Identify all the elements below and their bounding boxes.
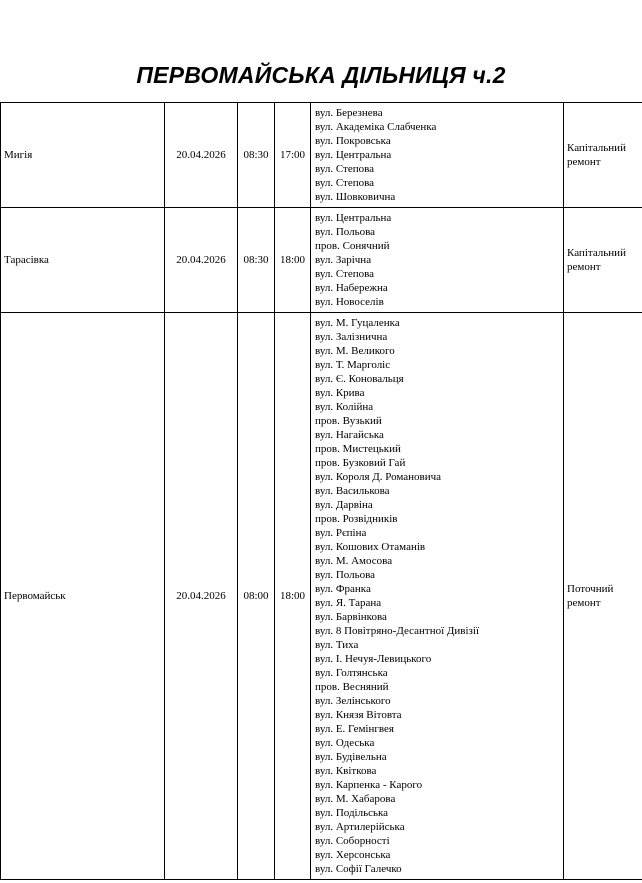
- street-item: вул. Будівельна: [315, 751, 387, 763]
- street-item: пров. Мистецький: [315, 443, 401, 455]
- work-type-line: Капітальний: [567, 142, 626, 154]
- start-time-cell: 08:30: [238, 208, 275, 313]
- street-item: вул. Степова: [315, 177, 375, 189]
- work-type-line: ремонт: [567, 156, 601, 168]
- work-type-cell: [564, 313, 642, 880]
- street-item: вул. Центральна: [315, 212, 392, 224]
- street-item: пров. Вузький: [315, 415, 382, 427]
- locality-cell: Мигія: [1, 103, 165, 208]
- street-item: вул. Кошових Отаманів: [315, 541, 426, 553]
- street-item: вул. Степова: [315, 268, 375, 280]
- streets-cell: [311, 313, 564, 880]
- streets-cell: [311, 103, 564, 208]
- street-item: вул. Херсонська: [315, 849, 391, 861]
- street-item: вул. 8 Повітряно-Десантної Дивізії: [315, 625, 479, 637]
- street-item: вул. Дарвіна: [315, 499, 373, 511]
- page-title: ПЕРВОМАЙСЬКА ДІЛЬНИЦЯ ч.2: [136, 62, 506, 88]
- street-item: вул. Тиха: [315, 639, 359, 651]
- street-item: вул. Подільська: [315, 807, 389, 819]
- street-item: пров. Розвідників: [315, 513, 398, 525]
- start-time-cell: 08:00: [238, 313, 275, 880]
- locality-cell: Первомайськ: [1, 313, 165, 880]
- street-item: вул. Барвінкова: [315, 611, 387, 623]
- street-item: вул. Зарічна: [315, 254, 372, 266]
- street-item: вул. Короля Д. Романовича: [315, 471, 442, 483]
- street-item: вул. Нагайська: [315, 429, 384, 441]
- date-cell: 20.04.2026: [165, 313, 238, 880]
- street-item: вул. Крива: [315, 387, 365, 399]
- street-item: вул. Польова: [315, 569, 376, 581]
- street-item: вул. Соборності: [315, 835, 390, 847]
- streets-cell: [311, 208, 564, 313]
- street-item: вул. Академіка Слабченка: [315, 121, 437, 133]
- street-item: вул. М. Великого: [315, 345, 395, 357]
- street-item: вул. Новоселів: [315, 296, 384, 308]
- street-item: вул. Польова: [315, 226, 376, 238]
- street-item: вул. М. Амосова: [315, 555, 393, 567]
- end-time-cell: 18:00: [275, 313, 311, 880]
- date-cell: 20.04.2026: [165, 103, 238, 208]
- schedule-rows: [1, 103, 642, 880]
- street-item: вул. М. Гуцаленка: [315, 317, 400, 329]
- work-type-cell: [564, 103, 642, 208]
- table-row: [1, 313, 642, 880]
- street-item: вул. Карпенка - Карого: [315, 779, 423, 791]
- street-item: вул. Квіткова: [315, 765, 377, 777]
- street-item: вул. Рєпіна: [315, 527, 367, 539]
- street-item: вул. Березнева: [315, 107, 383, 119]
- street-item: вул. Набережна: [315, 282, 388, 294]
- street-item: вул. Е. Гемінгвея: [315, 723, 394, 735]
- street-item: вул. І. Нечуя-Левицького: [315, 653, 432, 665]
- street-item: вул. Василькова: [315, 485, 390, 497]
- work-type-line: Поточний: [567, 583, 614, 595]
- end-time-cell: 17:00: [275, 103, 311, 208]
- street-item: вул. Покровська: [315, 135, 391, 147]
- street-item: вул. Одеська: [315, 737, 375, 749]
- table-row: [1, 103, 642, 208]
- street-item: пров. Бузковий Гай: [315, 457, 406, 469]
- street-item: вул. Софії Галечко: [315, 863, 402, 875]
- work-type-line: ремонт: [567, 597, 601, 609]
- start-time-cell: 08:30: [238, 103, 275, 208]
- street-item: вул. Залізнична: [315, 331, 388, 343]
- street-item: вул. Центральна: [315, 149, 392, 161]
- street-item: вул. Князя Вітовта: [315, 709, 402, 721]
- work-type-cell: [564, 208, 642, 313]
- street-item: вул. Франка: [315, 583, 371, 595]
- outage-schedule-table: [0, 102, 642, 880]
- end-time-cell: 18:00: [275, 208, 311, 313]
- street-item: вул. Є. Коновальця: [315, 373, 404, 385]
- table-row: [1, 208, 642, 313]
- locality-cell: Тарасівка: [1, 208, 165, 313]
- work-type-line: Капітальний: [567, 247, 626, 259]
- street-item: вул. Артилерійська: [315, 821, 405, 833]
- street-item: вул. Степова: [315, 163, 375, 175]
- street-item: пров. Сонячний: [315, 240, 390, 252]
- street-item: вул. Голтянська: [315, 667, 388, 679]
- date-cell: 20.04.2026: [165, 208, 238, 313]
- street-item: вул. Т. Марголіс: [315, 359, 391, 371]
- street-item: вул. Колійна: [315, 401, 374, 413]
- street-item: вул. М. Хабарова: [315, 793, 396, 805]
- work-type-line: ремонт: [567, 261, 601, 273]
- street-item: вул. Я. Тарана: [315, 597, 382, 609]
- street-item: вул. Зелінського: [315, 695, 391, 707]
- street-item: пров. Весняний: [315, 681, 389, 693]
- street-item: вул. Шовковична: [315, 191, 396, 203]
